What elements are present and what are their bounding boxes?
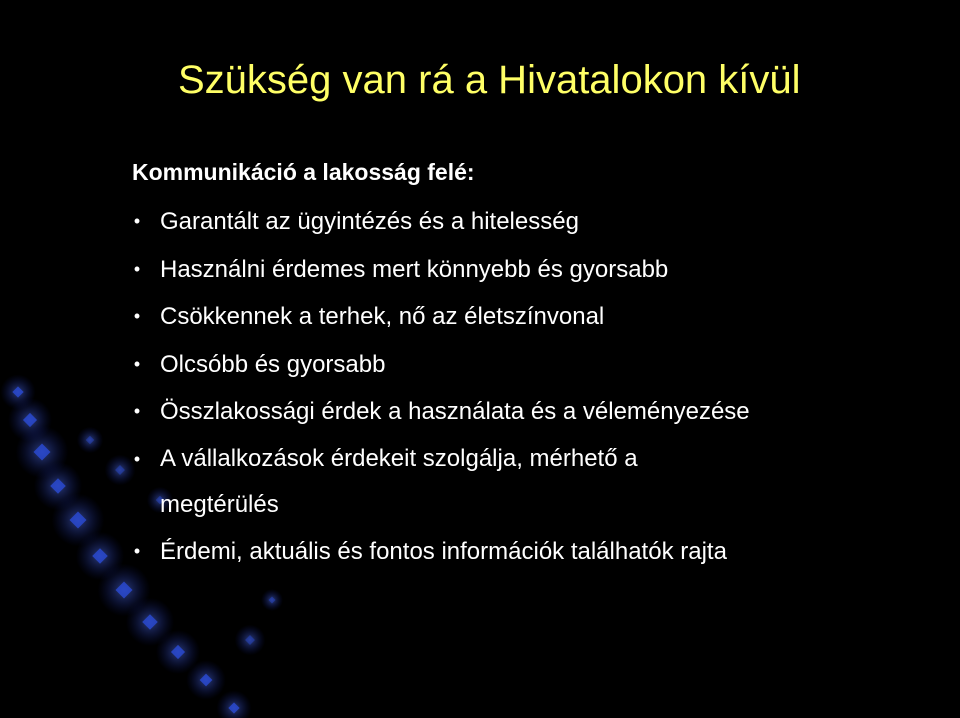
slide-subtitle: Kommunikáció a lakosság felé:	[132, 159, 475, 185]
bullet-item	[130, 528, 930, 576]
bullet-dot-icon: •	[133, 211, 141, 231]
bullet-dot-icon: •	[133, 540, 141, 561]
bullet-text: Érdemi, aktuális és fontos információk találhatók rajta	[160, 537, 727, 565]
bullet-list	[130, 198, 930, 575]
bullet-text: Összlakossági érdek a használata és a véleményezése	[160, 398, 750, 425]
bullet-text-line-1: A vállalkozások érdekeit szolgálja, mérhető a	[160, 444, 638, 472]
bullet-text-line-2: megtérülés	[160, 490, 279, 518]
bullet-dot-icon: •	[133, 448, 141, 469]
bullet-item	[130, 388, 930, 436]
bullet-dot-icon: •	[133, 258, 141, 279]
bullet-dot-icon: •	[133, 401, 141, 421]
bullet-item	[130, 198, 930, 246]
bullet-text: Garantált az ügyintézés és a hitelesség	[160, 208, 579, 235]
bullet-item	[130, 246, 930, 294]
bullet-item	[130, 436, 930, 528]
bullet-dot-icon: •	[133, 353, 141, 374]
slide-title: Szükség van rá a Hivatalokon kívül	[178, 58, 801, 102]
bullet-dot-icon: •	[133, 306, 141, 326]
bullet-item	[130, 341, 930, 389]
bullet-text: Olcsóbb és gyorsabb	[160, 350, 386, 378]
bullet-text: Csökkennek a terhek, nő az életszínvonal	[160, 303, 605, 330]
bullet-item	[130, 293, 930, 341]
bullet-text: Használni érdemes mert könnyebb és gyorsabb	[160, 255, 669, 283]
